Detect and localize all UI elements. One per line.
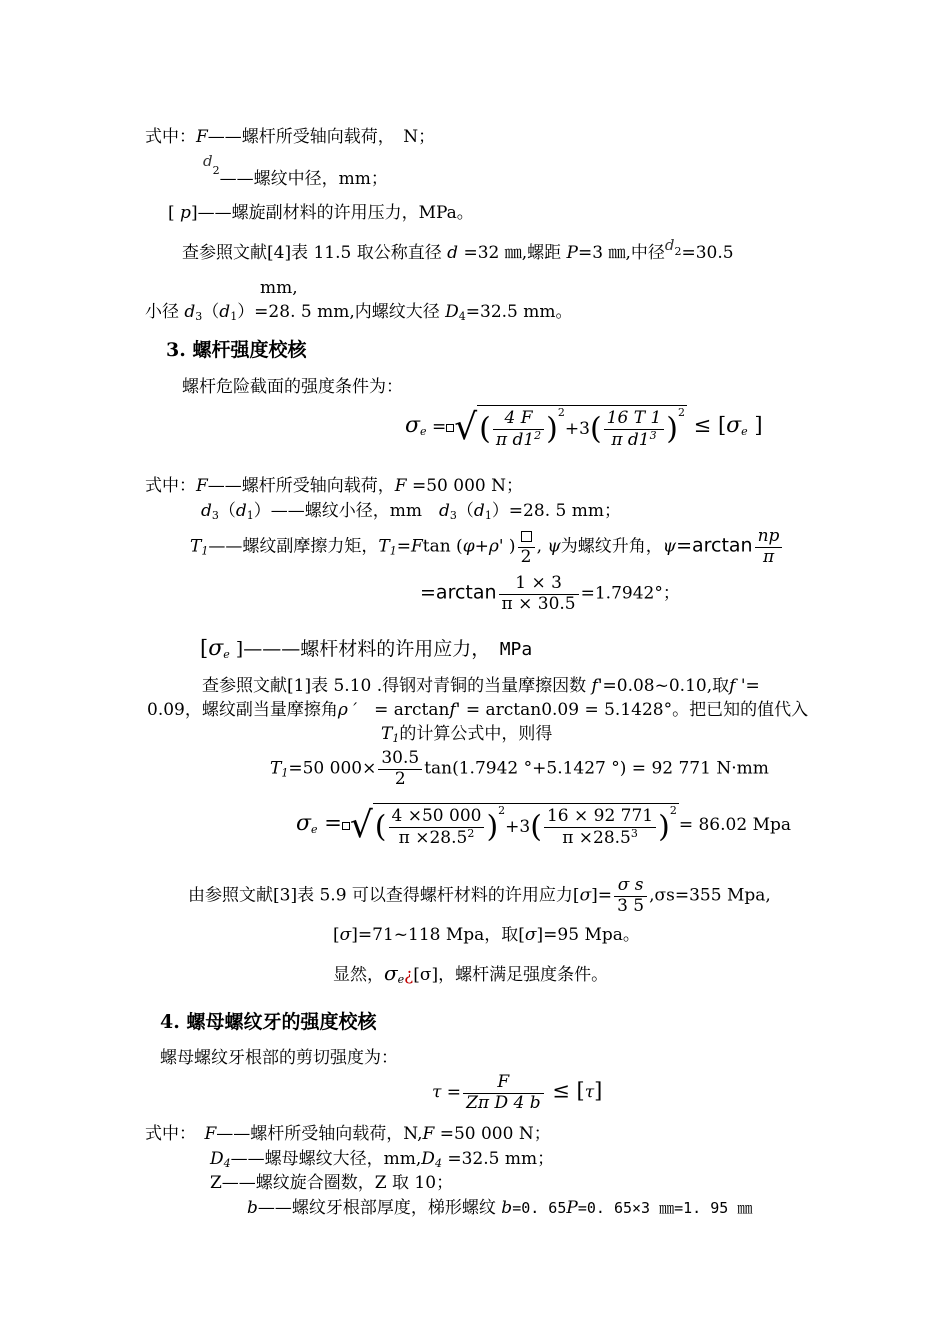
- denominator: 2: [394, 768, 406, 789]
- placeholder-box-icon: [342, 822, 350, 830]
- text: （: [202, 302, 220, 322]
- text: =: [396, 536, 411, 557]
- line-load-def: [145, 127, 435, 147]
- text: = arctan0.09 = 5.1428°。把已知的值代入: [460, 700, 809, 720]
- subscript: 1: [389, 544, 397, 558]
- line-load-value: [145, 476, 523, 496]
- result: = 86.02 Mpa: [678, 815, 791, 836]
- text: [: [168, 203, 181, 223]
- line-nut-major-diameter: [210, 1149, 554, 1170]
- text: 的计算公式中，则得: [399, 724, 553, 744]
- text: [: [200, 636, 209, 660]
- var-F: F: [204, 1124, 217, 1144]
- fraction: [544, 807, 656, 848]
- denominator: Zπ D 4 b: [466, 1092, 541, 1113]
- text: = arctan: [357, 700, 450, 720]
- text: ]=95 Mpa。: [536, 925, 640, 945]
- sigma-symbol: σ: [296, 811, 312, 837]
- var-D: D: [210, 1149, 224, 1169]
- line-shear-strength: [160, 1048, 398, 1068]
- fraction: [604, 409, 665, 450]
- superscript: 3: [649, 428, 657, 442]
- text: tan: [424, 758, 453, 779]
- numerator: F: [463, 1073, 544, 1094]
- var-d: d: [219, 302, 231, 322]
- var-d: d: [439, 501, 450, 521]
- text: ——螺纹副摩擦力矩，: [208, 536, 379, 557]
- superscript: 2: [467, 826, 475, 840]
- text: =0. 65: [512, 1199, 567, 1217]
- subscript: 1: [246, 509, 254, 522]
- numerator: 30.5: [378, 749, 422, 770]
- denominator: π d: [495, 429, 524, 450]
- var-T: T: [270, 758, 282, 779]
- denominator: π ×28.5: [562, 827, 631, 848]
- superscript: 2: [557, 406, 565, 419]
- text: +3: [564, 419, 590, 439]
- var-rho: ρ ′: [337, 700, 358, 720]
- text: ]=: [591, 885, 613, 906]
- subscript: e: [741, 425, 748, 439]
- text: =0.08~0.10,取: [602, 676, 730, 696]
- denominator: π × 30.5: [501, 593, 576, 614]
- text: 螺母螺纹牙根部的剪切强度为：: [160, 1048, 398, 1068]
- text: =3 ㎜,中径: [578, 243, 665, 263]
- sigma-symbol: σ: [405, 413, 421, 439]
- text: 1: [638, 429, 650, 450]
- text: =: [745, 676, 760, 696]
- text: Z——螺纹旋合圈数，Z 取 10；: [210, 1173, 454, 1193]
- line-allowable-range: [333, 925, 640, 945]
- line-strength-condition: [182, 377, 403, 397]
- denominator: π d: [611, 429, 639, 450]
- subscript: 1: [484, 509, 492, 522]
- var-d: d: [235, 501, 247, 521]
- sqrt-icon: √: [349, 804, 373, 846]
- var-F: F: [410, 536, 423, 557]
- sqrt-body: ( $\frac{4 \times 50 000}{\pi \times 28.5^2}$ )$^2$+3( $\frac{16 \times 92 771}{\pi \times 28.5^3}$ )$^2$: [374, 804, 677, 848]
- text: ）=28. 5 mm,内螺纹大径: [237, 302, 446, 322]
- sqrt-body: ( $\frac{4 F}{\pi d1^2}$ )$^2$+3( $\frac{16 T 1}{\pi d1^3}$ )$^2$: [479, 406, 685, 450]
- numerator: σ s: [614, 876, 647, 897]
- line-reference-3: [188, 876, 771, 916]
- text: =50 000 N；: [434, 1124, 551, 1144]
- var-P: P: [566, 243, 578, 263]
- text: [: [333, 925, 340, 945]
- formula-T1: [270, 749, 769, 789]
- text: 式中：: [145, 1124, 205, 1144]
- text: （: [218, 501, 236, 521]
- text: ]—: [190, 203, 215, 223]
- superscript: 2: [678, 406, 685, 419]
- numerator: np: [755, 527, 783, 548]
- denominator: π: [762, 546, 775, 567]
- text: 式中：: [145, 476, 196, 496]
- text: +3: [505, 817, 531, 837]
- unit: MPa: [499, 639, 533, 660]
- numerator: 16 × 92 771: [544, 807, 656, 828]
- text: ）=28. 5 mm；: [491, 501, 621, 521]
- text: ——螺母螺纹大径，mm,: [230, 1149, 422, 1169]
- var-d: d: [447, 243, 459, 263]
- fraction: [463, 1073, 544, 1113]
- var-p: p: [180, 203, 191, 223]
- var-F: F: [196, 127, 208, 147]
- line-load-def-2: [145, 1124, 551, 1144]
- formula-sigma-e-value: [296, 803, 791, 848]
- subscript: 2: [212, 164, 220, 177]
- text: tan (: [422, 536, 463, 557]
- heading-text: 3. 螺杆强度校核: [166, 339, 307, 361]
- formula-tau: [432, 1073, 602, 1113]
- fraction: [389, 807, 485, 848]
- sigma-symbol: σ: [208, 636, 224, 661]
- equals: =: [317, 811, 342, 836]
- var-D: D: [421, 1149, 435, 1169]
- text: ——螺杆所受轴向载荷，: [207, 476, 395, 496]
- text: = 92 771 N·mm: [626, 758, 769, 779]
- text: ≤ [: [687, 413, 727, 438]
- text: 为螺纹升角，: [560, 536, 663, 557]
- sigma-symbol: σ: [726, 413, 742, 439]
- var-T: T: [190, 536, 202, 557]
- text: ,σs=355 Mpa,: [649, 885, 771, 906]
- text: =50 000×: [288, 758, 377, 779]
- fraction: [493, 409, 544, 450]
- var-f: f': [449, 700, 461, 720]
- text: ]=71~118 Mpa，取[: [351, 925, 525, 945]
- superscript: 3: [630, 826, 638, 840]
- text: ]: [747, 413, 763, 438]
- line-conclusion: [333, 961, 608, 986]
- subscript: 4: [458, 310, 466, 323]
- numerator: 16 T 1: [604, 409, 665, 430]
- subscript: 3: [211, 509, 219, 522]
- text: 小径: [145, 302, 185, 322]
- text: =0. 65×3 ㎜=1. 95 ㎜: [577, 1199, 753, 1217]
- subscript: 4: [434, 1157, 442, 1170]
- var-f: f': [591, 676, 603, 696]
- text: ——螺杆所受轴向载荷，N,: [216, 1124, 423, 1144]
- text: =arctan: [676, 534, 753, 557]
- fraction: [614, 876, 647, 916]
- subscript: e: [420, 425, 427, 439]
- tau-symbol: τ: [584, 1082, 595, 1103]
- text: ——螺纹中径，mm；: [219, 169, 388, 189]
- text: +: [474, 536, 489, 557]
- line-pitch-diameter-def: [203, 152, 388, 189]
- line-allowable-stress: [200, 636, 532, 662]
- text: ,: [536, 536, 548, 557]
- equals: =: [426, 417, 447, 438]
- text: ——螺纹牙根部厚度，梯形螺纹: [257, 1198, 502, 1218]
- tau-symbol: τ: [432, 1082, 442, 1103]
- text: 1: [523, 429, 535, 450]
- line-friction-angle: [147, 700, 808, 720]
- text: ' ): [498, 536, 516, 557]
- numerator: 4 F: [493, 409, 544, 430]
- subscript: 3: [449, 509, 457, 522]
- var-D: D: [445, 302, 459, 322]
- subscript: 2: [674, 245, 682, 258]
- subscript: 1: [201, 544, 209, 558]
- numerator: 1 × 3: [499, 574, 579, 595]
- sigma-symbol: σ: [384, 961, 398, 985]
- line-thread-root-thickness: [247, 1198, 752, 1218]
- superscript: 2: [669, 804, 677, 817]
- text: （: [456, 501, 474, 521]
- subscript: 1: [281, 766, 289, 780]
- var-rho: ρ: [488, 536, 499, 557]
- text: =arctan: [420, 581, 497, 604]
- text: =32 ㎜,螺距: [458, 243, 567, 263]
- text: ¿: [404, 965, 414, 985]
- line-reference-4: [182, 236, 734, 263]
- text: [σ]，螺杆满足强度条件。: [413, 965, 609, 985]
- superscript: 2: [534, 428, 542, 442]
- var-b: b: [247, 1198, 258, 1218]
- subscript: e: [397, 973, 405, 986]
- text: 查参照文献[1]表 5.10 .得钢对青铜的当量摩擦因数: [202, 676, 592, 696]
- var-F: F: [394, 476, 407, 496]
- line-thread-turns: [210, 1173, 453, 1193]
- section-heading-3: [166, 339, 306, 362]
- line-allowable-pressure: [168, 203, 474, 223]
- subscript: 1: [230, 310, 238, 323]
- text: ）——螺纹小径，mm: [253, 501, 440, 521]
- text: 螺杆危险截面的强度条件为：: [182, 377, 403, 397]
- formula-sigma-e: [405, 405, 763, 450]
- sigma-symbol: σ: [339, 925, 352, 945]
- text: =50 000 N；: [406, 476, 524, 496]
- text: 显然，: [333, 965, 384, 985]
- text: 式中：: [145, 127, 196, 147]
- numerator: 4 ×50 000: [389, 807, 485, 828]
- subscript: e: [223, 648, 230, 661]
- var-d: d: [203, 152, 213, 170]
- equals: =: [441, 1082, 462, 1103]
- superscript: 2: [498, 804, 506, 817]
- var-T: T: [378, 536, 390, 557]
- fraction: [378, 749, 422, 789]
- text: mm,: [260, 278, 298, 298]
- var-d: d: [184, 302, 196, 322]
- var-f: f ': [729, 676, 746, 696]
- text: =30.5: [681, 243, 734, 263]
- fraction: [499, 574, 579, 614]
- line-lead-angle-value: [420, 574, 680, 614]
- text: ≤ [: [545, 1078, 585, 1103]
- sqrt-icon: √: [454, 406, 478, 448]
- var-T: T: [381, 724, 393, 744]
- var-phi: φ: [462, 536, 475, 557]
- denominator: π ×28.5: [398, 827, 468, 848]
- text: 0.09，螺纹副当量摩擦角: [147, 700, 338, 720]
- sigma-symbol: σ: [579, 885, 592, 906]
- line-minor-diameter-value: [201, 501, 621, 522]
- line-mm: [260, 278, 298, 298]
- var-b: b: [501, 1198, 513, 1218]
- var-psi: ψ: [547, 536, 561, 557]
- section-heading-4: [160, 1011, 376, 1034]
- subscript: 3: [195, 310, 203, 323]
- var-d: d: [201, 501, 212, 521]
- subscript: 1: [392, 732, 400, 745]
- line-friction-torque: [190, 527, 784, 567]
- var-d: d: [664, 236, 675, 254]
- denominator: 2: [520, 546, 532, 567]
- fraction: [755, 527, 783, 567]
- var-P: P: [566, 1198, 578, 1218]
- text: (1.7942 °+5.1427 °): [452, 758, 627, 779]
- text: ]———螺杆材料的许用应力，: [229, 638, 500, 660]
- placeholder-box-icon: [446, 424, 454, 432]
- placeholder-box-icon: [521, 531, 532, 542]
- text: =32.5 mm。: [465, 302, 573, 322]
- line-reference-1: [202, 676, 760, 696]
- var-psi: ψ: [662, 536, 677, 557]
- text: 查参照文献[4]表 11.5 取公称直径: [182, 243, 448, 263]
- sigma-symbol: σ: [524, 925, 537, 945]
- var-F: F: [196, 476, 208, 496]
- text: =1.7942°；: [580, 583, 680, 604]
- fraction: [518, 527, 535, 567]
- text: 由参照文献[3]表 5.9 可以查得螺杆材料的许用应力[: [188, 885, 580, 906]
- heading-text: 4. 螺母螺纹牙的强度校核: [160, 1011, 377, 1033]
- text: =32.5 mm；: [441, 1149, 555, 1169]
- text: ]: [594, 1078, 603, 1103]
- text: ——螺杆所受轴向载荷， N；: [207, 127, 436, 147]
- var-F: F: [422, 1124, 435, 1144]
- line-substitute: [381, 724, 552, 745]
- text: —螺旋副材料的许用压力，MPa。: [214, 203, 474, 223]
- subscript: 4: [223, 1157, 231, 1170]
- var-d: d: [473, 501, 485, 521]
- denominator: 3 5: [617, 895, 645, 916]
- subscript: e: [311, 823, 318, 837]
- line-minor-diameter: [145, 302, 573, 323]
